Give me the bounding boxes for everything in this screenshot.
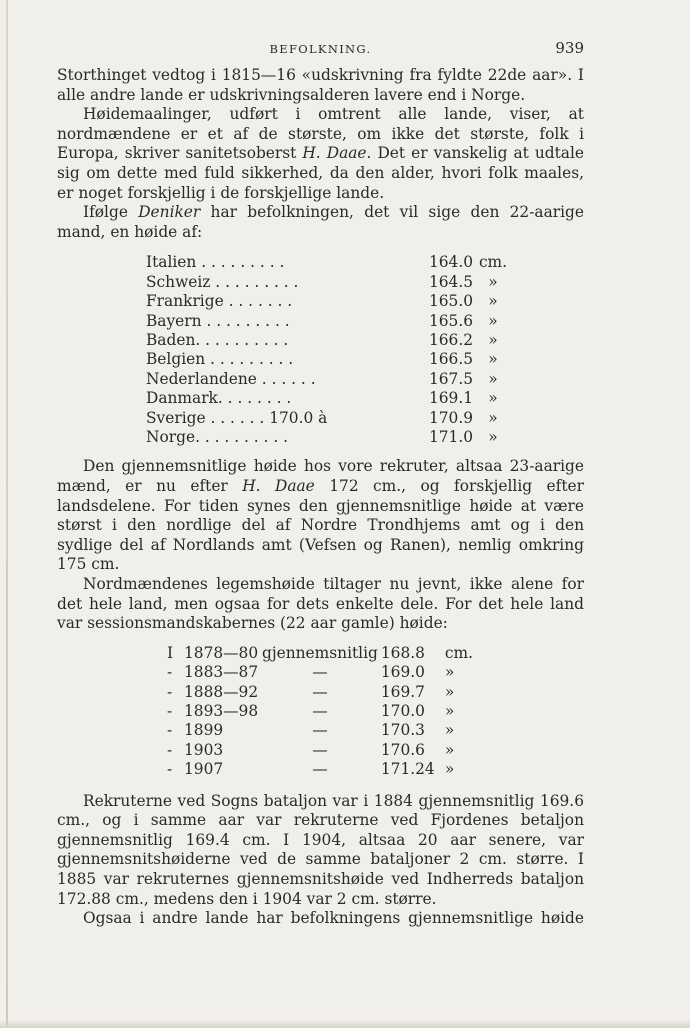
- paragraph-2-text-a: Høidemaalinger, udført i omtrent alle lande, viser, at nordmændene er et af de største, om ikke det største, folk i Europa, skriver sanitetsoberst: [57, 105, 584, 163]
- paragraph-3-text-b: har befolkningen, det vil sige den 22-aarige mand, en høide af:: [57, 203, 584, 241]
- height-value: 170.6: [380, 740, 425, 759]
- leader-dots: . . . . . .: [256, 369, 316, 388]
- ditto-mark: —: [312, 740, 328, 759]
- height-value: 164.5: [428, 272, 473, 291]
- leader-dots: . . . . . . . . .: [210, 272, 299, 291]
- country-name: Schweiz: [146, 272, 211, 291]
- paragraph-5: Nordmændenes legemshøide tiltager nu jevnt, ikke alene for det hele land, men ogsaa for dets enkelte dele. For det hele land var sessionsmandskabernes (22 aar gamle) høide:: [57, 574, 584, 633]
- row-prefix: -: [167, 682, 173, 701]
- yearly-height-table: [167, 644, 475, 780]
- leader-dots: . . . . . . 170.0 à: [205, 408, 328, 427]
- country-name: Danmark: [146, 389, 218, 408]
- height-value: 165.6: [428, 311, 473, 330]
- country-name: Nederlandene: [146, 369, 257, 388]
- page-header: [57, 38, 584, 66]
- table-row: [146, 350, 508, 369]
- table-row: [167, 683, 475, 702]
- country-name: Italien: [146, 253, 197, 272]
- paragraph-4: [57, 457, 584, 575]
- author-name-deniker: Deniker: [138, 203, 201, 222]
- leader-dots: . . . . . . . . .: [205, 350, 294, 369]
- paragraph-2: [57, 105, 584, 203]
- running-head: BEFOLKNING.: [269, 42, 372, 56]
- ditto-mark: —: [312, 663, 328, 682]
- country-name: Bayern: [146, 311, 202, 330]
- unit: cm.: [478, 253, 508, 272]
- unit: »: [488, 311, 498, 330]
- table-row: [167, 760, 475, 779]
- height-value: 166.5: [428, 350, 473, 369]
- leader-dots: . . . . . . . . . .: [195, 428, 289, 446]
- row-prefix: -: [167, 701, 173, 720]
- row-prefix: -: [167, 760, 173, 779]
- paragraph-3: [57, 203, 584, 242]
- page-number: 939: [555, 39, 584, 57]
- unit: »: [488, 369, 498, 388]
- country-name: Baden: [146, 330, 196, 349]
- ditto-mark: —: [312, 760, 328, 779]
- table-row: [167, 644, 475, 663]
- row-prefix: I: [167, 643, 174, 662]
- unit: »: [488, 408, 498, 427]
- height-value: 168.8: [380, 643, 425, 662]
- unit: »: [488, 428, 498, 446]
- height-value: 169.0: [380, 663, 425, 682]
- ditto-mark: —: [312, 721, 328, 740]
- unit: »: [444, 721, 455, 740]
- unit: »: [488, 292, 498, 311]
- table-row: [146, 370, 508, 389]
- height-value: 170.9: [428, 408, 473, 427]
- country-name: Frankrige: [146, 292, 224, 311]
- unit: »: [444, 760, 455, 779]
- row-prefix: -: [167, 663, 173, 682]
- year-range: 1893—98: [184, 701, 259, 720]
- paragraph-1: Storthinget vedtog i 1815—16 «udskrivning fra fyldte 22de aar». I alle andre lande er udskrivningsalderen lavere end i Norge.: [57, 66, 584, 104]
- table-row: [167, 702, 475, 721]
- height-value: 170.0: [380, 701, 425, 720]
- year-range: 1878—80: [184, 643, 259, 662]
- height-value: 171.24: [380, 760, 435, 779]
- year-range: 1907: [184, 760, 224, 779]
- country-name: Norge: [146, 428, 196, 446]
- height-value: 169.7: [380, 682, 425, 701]
- height-value: 166.2: [428, 330, 473, 349]
- page-edge: [6, 0, 8, 1028]
- table-row: [146, 312, 508, 331]
- paragraph-6: Rekruterne ved Sogns bataljon var i 1884 gjennemsnitlig 169.6 cm., og i samme aar var rekruterne ved Fjordenes betaljon gjennemsnitlig 169.4 cm. I 1904, altsaa 20 aar senere, var gjennemsnitshøiderne ved de samme bataljoner 2 cm. større. I 1885 var rekruternes gjennemsnitshøide ved Indherreds bataljon 172.88 cm., medens den i 1904 var 2 cm. større.: [57, 791, 584, 908]
- country-name: Belgien: [146, 350, 206, 369]
- table-row: [146, 292, 508, 311]
- unit: »: [488, 330, 498, 349]
- height-value: 167.5: [428, 369, 473, 388]
- unit: »: [444, 663, 455, 682]
- year-range: 1899: [184, 721, 224, 740]
- row-prefix: -: [167, 740, 173, 759]
- paragraph-3-text-a: Ifølge: [83, 203, 139, 222]
- table-row: [146, 253, 508, 272]
- ditto-mark: —: [312, 701, 328, 720]
- paragraph-7: Ogsaa i andre lande har befolkningens gjennemsnitlige høide: [83, 909, 584, 928]
- leader-dots: . . . . . . . . . .: [195, 330, 289, 349]
- average-label: gjennemsnitlig: [262, 643, 378, 662]
- page-bottom-edge: [0, 1020, 690, 1028]
- author-name-daae-2: H. Daae: [242, 477, 315, 495]
- leader-dots: . . . . . . . . .: [196, 253, 285, 272]
- year-range: 1883—87: [184, 663, 259, 682]
- country-name: Sverige: [146, 408, 206, 427]
- unit: »: [488, 272, 498, 291]
- year-range: 1888—92: [184, 682, 259, 701]
- unit: »: [444, 701, 455, 720]
- page-content: [57, 38, 584, 929]
- paragraph-4-text-a: Den gjennemsnitlige høide hos vore rekruter, altsaa 23-aarige mænd, er nu efter: [57, 457, 584, 495]
- row-prefix: -: [167, 721, 173, 740]
- unit: cm.: [444, 643, 473, 662]
- author-name-daae: H. Daae: [302, 144, 367, 163]
- unit: »: [488, 350, 498, 369]
- height-value: 165.0: [428, 292, 473, 311]
- country-height-table: [146, 253, 508, 447]
- leader-dots: . . . . . . .: [223, 292, 293, 311]
- table-row: [146, 273, 508, 292]
- paragraph-2-text-b: . Det er vanskelig at udtale sig om dette med fuld sikkerhed, da den alder, hvori folk maales, er noget forskjellig i de forskjellige lande.: [57, 144, 585, 202]
- table-row: [146, 428, 508, 447]
- unit: »: [444, 682, 455, 701]
- height-value: 171.0: [428, 428, 473, 446]
- leader-dots: . . . . . . . .: [217, 389, 292, 408]
- table-row: [146, 409, 508, 428]
- leader-dots: . . . . . . . . .: [201, 311, 290, 330]
- year-range: 1903: [184, 740, 224, 759]
- table-row: [167, 721, 475, 740]
- table-row: [167, 663, 475, 682]
- paragraph-4-text-b: 172 cm., og forskjellig efter landsdelene. For tiden synes den gjennemsnitlige høide at være størst i den nordlige del af Nordre Trondhjems amt og i den sydlige del af Nordlands amt (Vefsen og Ranen), nemlig omkring 175 cm.: [57, 477, 584, 574]
- table-row: [146, 389, 508, 408]
- ditto-mark: —: [312, 682, 328, 701]
- height-value: 164.0: [428, 253, 473, 272]
- height-value: 169.1: [428, 389, 473, 408]
- table-row: [146, 331, 508, 350]
- table-row: [167, 741, 475, 760]
- unit: »: [444, 740, 455, 759]
- height-value: 170.3: [380, 721, 425, 740]
- unit: »: [488, 389, 498, 408]
